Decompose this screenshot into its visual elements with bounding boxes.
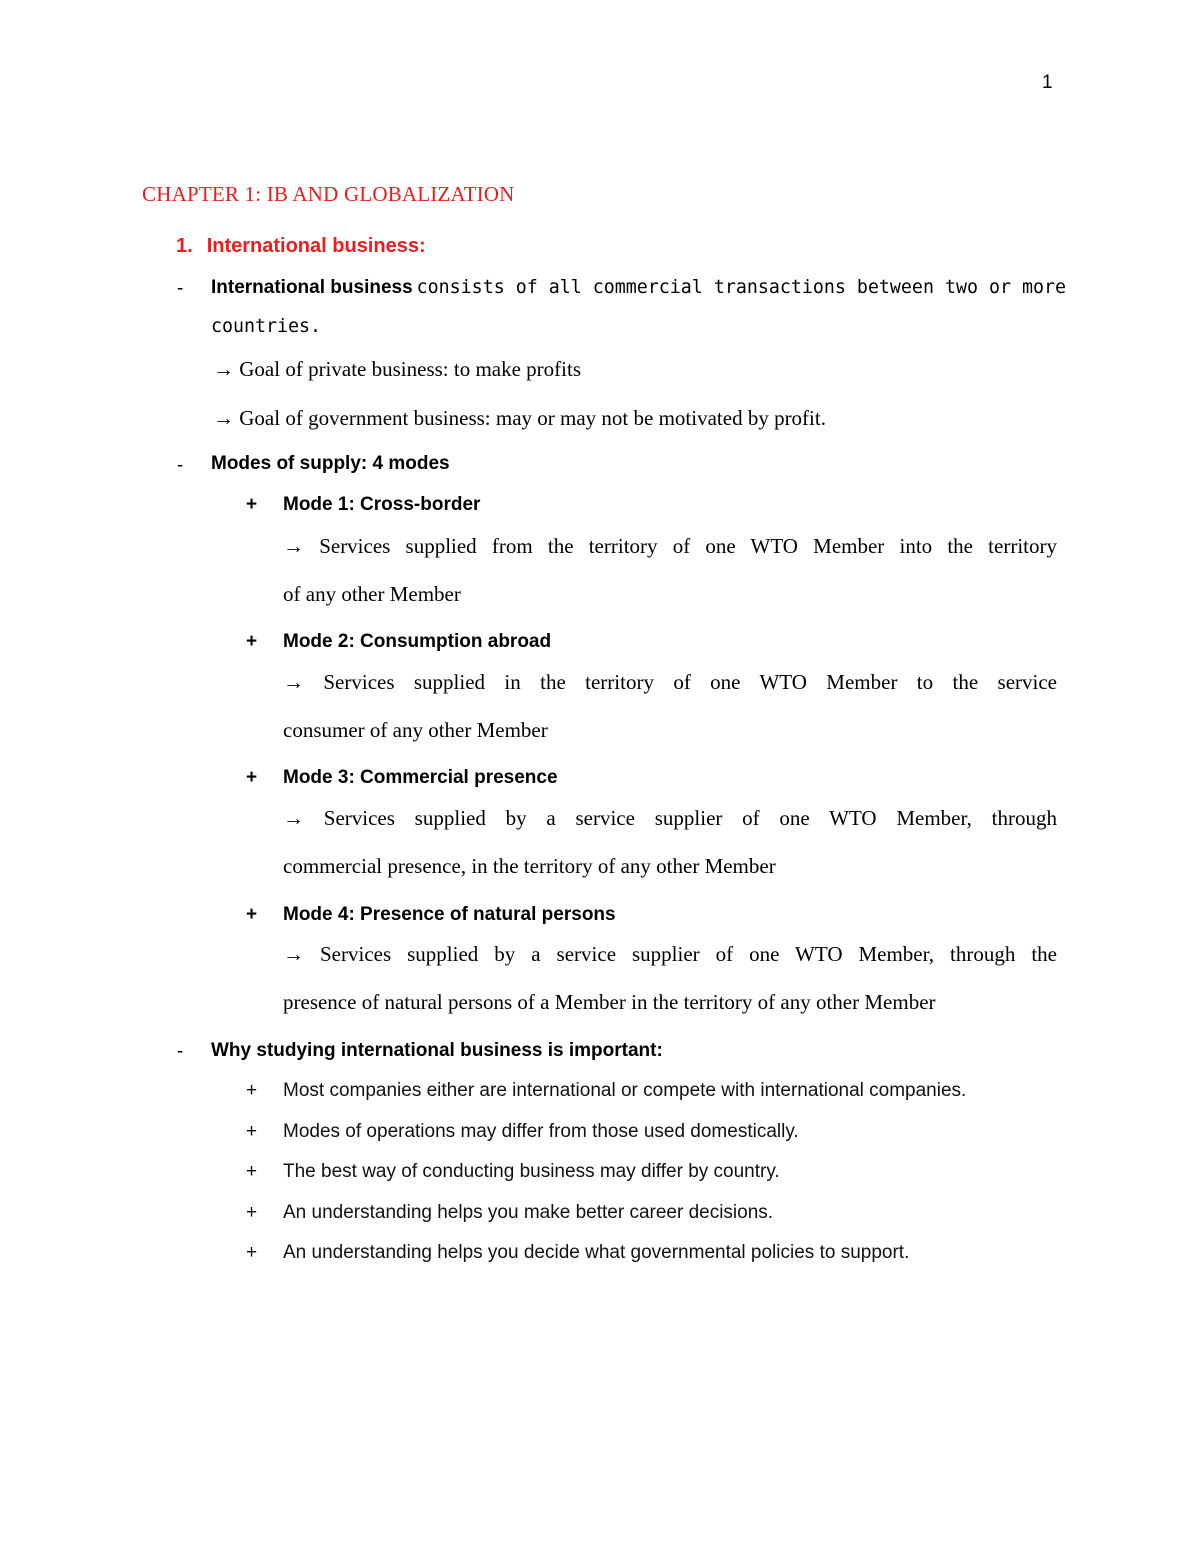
bullet-plus: + bbox=[246, 1121, 258, 1142]
mode-1-title: Mode 1: Cross-border bbox=[283, 494, 481, 515]
bullet-dash: - bbox=[177, 455, 184, 476]
bullet-plus: + bbox=[246, 1080, 258, 1101]
importance-heading: Why studying international business is important: bbox=[211, 1040, 663, 1061]
bullet-plus: + bbox=[246, 631, 258, 652]
bullet-plus: + bbox=[246, 1242, 258, 1263]
importance-item: An understanding helps you make better career decisions. bbox=[283, 1202, 774, 1223]
bullet-plus: + bbox=[246, 1161, 258, 1182]
bullet-plus: + bbox=[246, 494, 258, 515]
mode-3-line-2: commercial presence, in the territory of any other Member bbox=[283, 854, 776, 878]
bullet-plus: + bbox=[246, 767, 258, 788]
modes-heading: Modes of supply: 4 modes bbox=[211, 453, 450, 474]
mode-4-line-2: presence of natural persons of a Member in the territory of any other Member bbox=[283, 990, 936, 1014]
definition-term: International business bbox=[211, 277, 413, 298]
bullet-plus: + bbox=[246, 904, 258, 925]
definition-text-2: countries. bbox=[211, 316, 322, 337]
goal-private: → Goal of private business: to make profits bbox=[213, 357, 582, 381]
mode-1-line-2: of any other Member bbox=[283, 582, 461, 606]
mode-4-title: Mode 4: Presence of natural persons bbox=[283, 904, 616, 925]
section-heading bbox=[176, 235, 426, 258]
section-title: International business: bbox=[206, 235, 426, 257]
chapter-title: CHAPTER 1: IB AND GLOBALIZATION bbox=[142, 182, 515, 206]
definition-line-2 bbox=[211, 316, 321, 337]
mode-1-line-1: → Services supplied from the territory of one WTO Member into the territory bbox=[283, 534, 1057, 558]
mode-3-line-1: → Services supplied by a service supplier of one WTO Member, through bbox=[283, 806, 1057, 830]
bullet-dash: - bbox=[177, 1041, 184, 1062]
mode-2-line-1: → Services supplied in the territory of one WTO Member to the service bbox=[283, 670, 1057, 694]
page-number: 1 bbox=[1042, 72, 1053, 93]
bullet-plus: + bbox=[246, 1202, 258, 1223]
importance-item: The best way of conducting business may differ by country. bbox=[283, 1161, 780, 1182]
goal-government: → Goal of government business: may or may not be motivated by profit. bbox=[213, 406, 826, 430]
mode-3-title: Mode 3: Commercial presence bbox=[283, 767, 558, 788]
definition-line-1 bbox=[211, 277, 1067, 299]
mode-2-line-2: consumer of any other Member bbox=[283, 718, 548, 742]
section-number: 1. bbox=[176, 235, 193, 257]
importance-item: Most companies either are international or compete with international companies. bbox=[283, 1080, 967, 1101]
bullet-dash: - bbox=[177, 278, 184, 299]
importance-item: An understanding helps you decide what governmental policies to support. bbox=[283, 1242, 910, 1263]
importance-item: Modes of operations may differ from those used domestically. bbox=[283, 1121, 799, 1142]
mode-2-title: Mode 2: Consumption abroad bbox=[283, 631, 552, 652]
mode-4-line-1: → Services supplied by a service supplier of one WTO Member, through the bbox=[283, 942, 1057, 966]
definition-text-1: consists of all commercial transactions between two or more bbox=[416, 277, 1067, 298]
